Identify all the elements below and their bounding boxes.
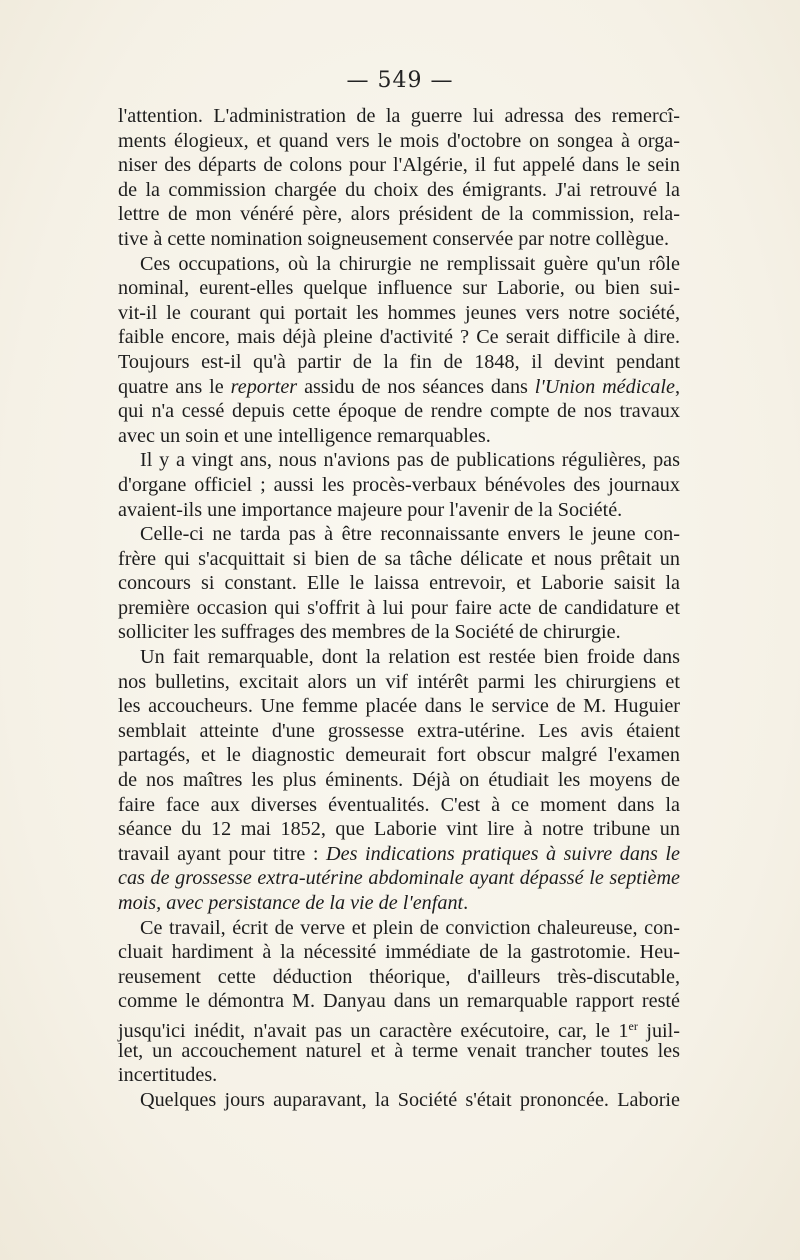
text-line: faire face aux diverses éventualités. C'est à ce moment dans la	[118, 793, 680, 816]
text-line: première occasion qui s'offrit à lui pour faire acte de candidature et	[118, 596, 680, 619]
text-line: frère qui s'acquittait si bien de sa tâche délicate et nous prêtait un	[118, 547, 680, 570]
text-line: partagés, et le diagnostic demeurait fort obscur malgré l'examen	[118, 744, 680, 767]
text-line: tive à cette nomination soigneusement conservée par notre collègue.	[118, 227, 670, 250]
text-line: nos bulletins, excitait alors un vif intérêt parmi les chirurgiens et	[118, 670, 680, 693]
text-line: les accoucheurs. Une femme placée dans le service de M. Huguier	[118, 695, 680, 718]
text-line: avec un soin et une intelligence remarquables.	[118, 424, 491, 447]
text-line: Toujours est-il qu'à partir de la fin de 1848, il devint pendant	[118, 350, 680, 373]
text-line: Celle-ci ne tarda pas à être reconnaissante envers le jeune con-	[140, 523, 680, 546]
text-line: quatre ans le reporter assidu de nos séances dans l'Union médicale,	[118, 375, 681, 398]
text-line: l'attention. L'administration de la guerre lui adressa des remercî-	[118, 105, 680, 127]
body-text	[118, 104, 680, 1112]
text-line: de la commission chargée du choix des émigrants. J'ai retrouvé la	[118, 178, 680, 201]
text-line: niser des départs de colons pour l'Algérie, il fut appelé dans le sein	[118, 154, 680, 177]
text-line: cluait hardiment à la nécessité immédiate de la gastrotomie. Heu-	[118, 941, 680, 964]
text-line: jusqu'ici inédit, n'avait pas un caractère exécutoire, car, le 1er juil-	[118, 1018, 680, 1042]
text-line: Ces occupations, où la chirurgie ne remplissait guère qu'un rôle	[140, 252, 680, 275]
text-line: Quelques jours auparavant, la Société s'était prononcée. Laborie	[140, 1088, 680, 1111]
text-line: séance du 12 mai 1852, que Laborie vint lire à notre tribune un	[118, 818, 680, 841]
text-line: d'organe officiel ; aussi les procès-verbaux bénévoles des journaux	[118, 473, 680, 496]
text-line: comme le démontra M. Danyau dans un remarquable rapport resté	[118, 990, 680, 1013]
text-line: avaient-ils une importance majeure pour l'avenir de la Société.	[118, 498, 623, 521]
text-line: lettre de mon vénéré père, alors président de la commission, rela-	[118, 203, 680, 226]
text-line: cas de grossesse extra-utérine abdominale ayant dépassé le septième	[118, 867, 680, 890]
text-line: faible encore, mais déjà pleine d'activité ? Ce serait difficile à dire.	[118, 326, 680, 349]
page-number: — 549 —	[346, 68, 454, 93]
text-line: Il y a vingt ans, nous n'avions pas de publications régulières, pas	[140, 449, 680, 472]
text-line: Ce travail, écrit de verve et plein de conviction chaleureuse, con-	[140, 916, 680, 939]
text-line: de nos maîtres les plus éminents. Déjà on étudiait les moyens de	[118, 769, 680, 792]
text-line: concours si constant. Elle le laissa entrevoir, et Laborie saisit la	[118, 572, 680, 595]
text-line: travail ayant pour titre : Des indications pratiques à suivre dans le	[118, 842, 680, 865]
text-line: semblait atteinte d'une grossesse extra-utérine. Les avis étaient	[118, 719, 680, 742]
text-line: mois, avec persistance de la vie de l'enfant.	[118, 892, 469, 914]
text-line: nominal, eurent-elles quelque influence sur Laborie, ou bien sui-	[118, 277, 680, 300]
text-line: solliciter les suffrages des membres de la Société de chirurgie.	[118, 621, 621, 644]
text-line: reusement cette déduction théorique, d'ailleurs très-discutable,	[118, 965, 680, 988]
text-line: let, un accouchement naturel et à terme venait trancher toutes les	[118, 1039, 680, 1062]
text-line: qui n'a cessé depuis cette époque de rendre compte de nos travaux	[118, 400, 680, 423]
text-line: ments élogieux, et quand vers le mois d'octobre on songea à orga-	[118, 129, 680, 152]
text-line: vit-il le courant qui portait les hommes jeunes vers notre société,	[118, 301, 680, 324]
text-line: incertitudes.	[118, 1064, 218, 1087]
text-line: Un fait remarquable, dont la relation est restée bien froide dans	[140, 646, 680, 669]
